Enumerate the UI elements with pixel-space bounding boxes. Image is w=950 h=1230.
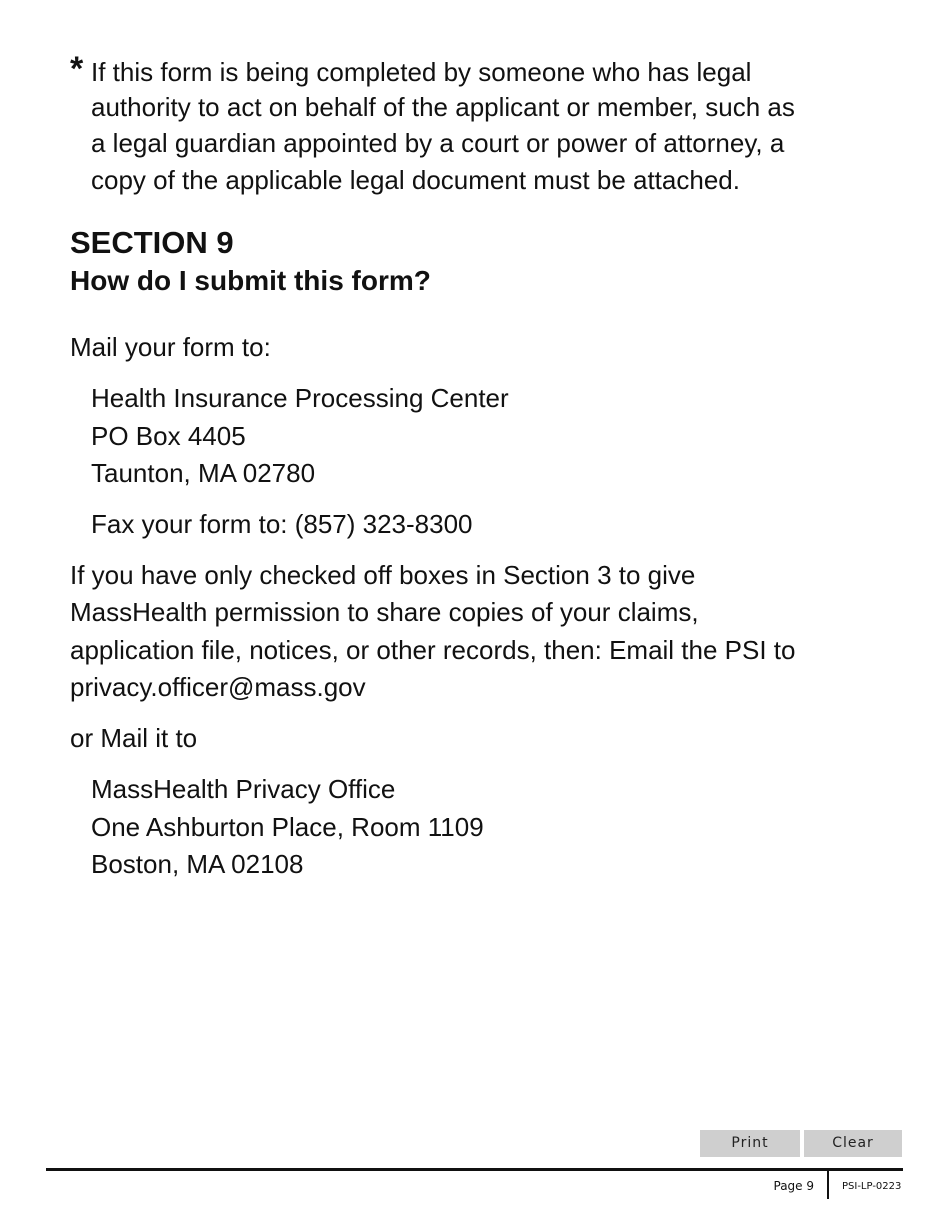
privacy-paragraph-line: If you have only checked off boxes in Section 3 to give [70, 560, 696, 590]
print-button[interactable]: Print [700, 1130, 800, 1157]
section-subtitle: How do I submit this form? [70, 265, 431, 296]
page-number: Page 9 [773, 1179, 814, 1193]
note-line: a legal guardian appointed by a court or power of attorney, a [91, 128, 785, 158]
privacy-paragraph-line: application file, notices, or other records, then: Email the PSI to [70, 635, 796, 665]
section-title: SECTION 9 [70, 225, 234, 260]
note-line: authority to act on behalf of the applicant or member, such as [91, 92, 795, 122]
mail-intro: Mail your form to: [70, 332, 271, 362]
note-line: If this form is being completed by someone who has legal [91, 57, 752, 87]
privacy-address-line: MassHealth Privacy Office [91, 774, 396, 804]
privacy-paragraph-line: MassHealth permission to share copies of your claims, [70, 597, 699, 627]
footer-rule [46, 1168, 903, 1171]
note-line: copy of the applicable legal document must be attached. [91, 165, 740, 195]
asterisk-marker: * [70, 50, 84, 88]
privacy-address-line: One Ashburton Place, Room 1109 [91, 812, 484, 842]
mail-address-line: Taunton, MA 02780 [91, 458, 316, 488]
mail-address-line: PO Box 4405 [91, 421, 246, 451]
clear-button[interactable]: Clear [804, 1130, 902, 1157]
fax-instruction: Fax your form to: (857) 323-8300 [91, 509, 473, 539]
or-mail-text: or Mail it to [70, 723, 198, 753]
privacy-address-line: Boston, MA 02108 [91, 849, 304, 879]
privacy-email: privacy.officer@mass.gov [70, 672, 366, 702]
form-code: PSI-LP-0223 [842, 1181, 902, 1192]
mail-address-line: Health Insurance Processing Center [91, 383, 509, 413]
footer-separator [827, 1171, 829, 1199]
